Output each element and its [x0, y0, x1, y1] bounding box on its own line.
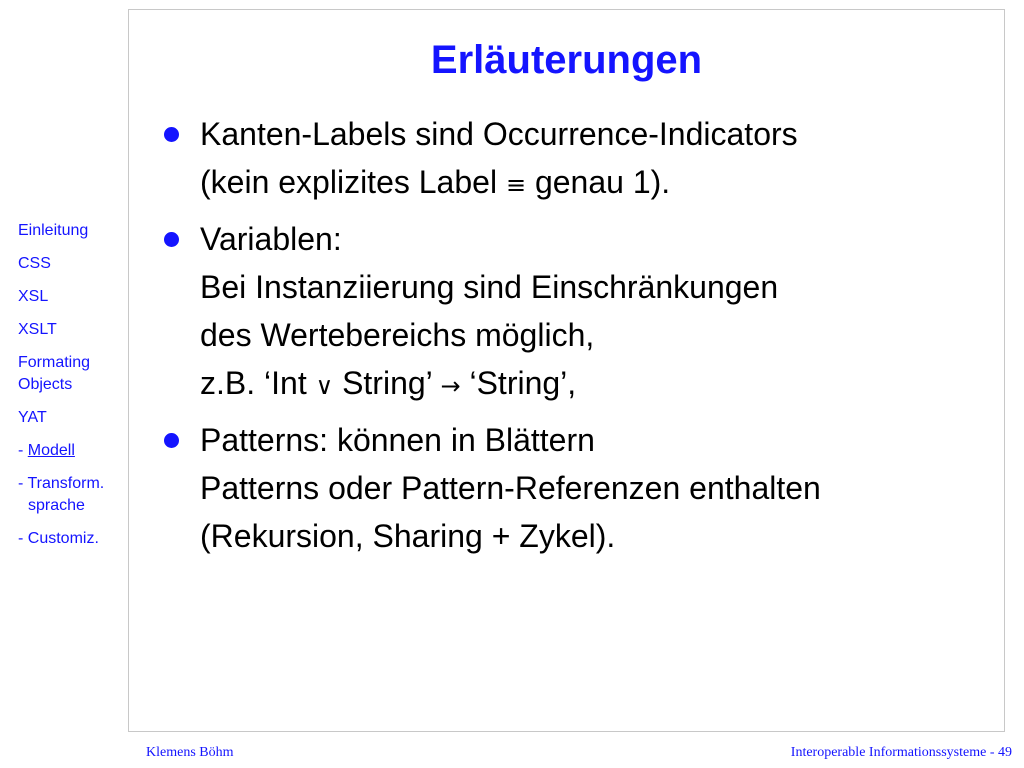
nav-item-label: - Transform. — [18, 475, 105, 492]
nav-item-einleitung[interactable]: Einleitung — [18, 222, 89, 239]
bullet-text: Variablen: — [200, 221, 342, 257]
nav-item-current-link[interactable]: Modell — [27, 442, 75, 459]
nav-item-label: sprache — [28, 497, 85, 514]
nav-item-customiz[interactable]: - Customiz. — [18, 530, 99, 547]
nav-item-formating-objects[interactable] — [18, 352, 130, 396]
nav-item-label: Objects — [18, 376, 73, 393]
nav-item-css[interactable]: CSS — [18, 255, 51, 272]
slide-content — [160, 110, 990, 566]
slide-title: Erläuterungen — [430, 38, 703, 82]
nav-item-yat[interactable]: YAT — [18, 409, 47, 426]
logical-or-symbol: ∨ — [315, 372, 334, 400]
footer-course-page: Interoperable Informationssysteme - 49 — [790, 745, 1012, 760]
bullet-text: des Wertebereichs möglich, — [200, 317, 595, 353]
bullet-text: (Rekursion, Sharing + Zykel). — [200, 518, 616, 554]
nav-item-transform[interactable] — [18, 473, 130, 517]
nav-item-xslt[interactable]: XSLT — [18, 321, 57, 338]
bullet-text: z.B. ‘Int ∨ String’ → ‘String’, — [200, 365, 577, 401]
bullet-item — [160, 215, 990, 410]
bullet-text: Kanten-Labels sind Occurrence-Indicators — [200, 116, 798, 152]
nav-item-label: Formating — [18, 354, 91, 371]
nav-item-prefix: - — [18, 442, 28, 459]
bullet-text: Patterns: können in Blättern — [200, 422, 595, 458]
nav-item-xsl[interactable]: XSL — [18, 288, 49, 305]
bullet-dot-icon — [164, 232, 179, 247]
footer-author: Klemens Böhm — [146, 745, 234, 760]
bullet-text: Patterns oder Pattern-Referenzen enthalten — [200, 470, 821, 506]
nav-item-modell[interactable] — [18, 440, 130, 462]
bullet-dot-icon — [164, 433, 179, 448]
bullet-text: (kein explizites Label ≡ genau 1). — [200, 164, 671, 200]
bullet-item — [160, 110, 990, 209]
sidebar-nav — [18, 220, 130, 561]
bullet-item — [160, 416, 990, 560]
equivalence-symbol: ≡ — [505, 171, 527, 199]
bullet-text: Bei Instanziierung sind Einschränkungen — [200, 269, 779, 305]
arrow-symbol: → — [440, 372, 461, 400]
bullet-dot-icon — [164, 127, 179, 142]
